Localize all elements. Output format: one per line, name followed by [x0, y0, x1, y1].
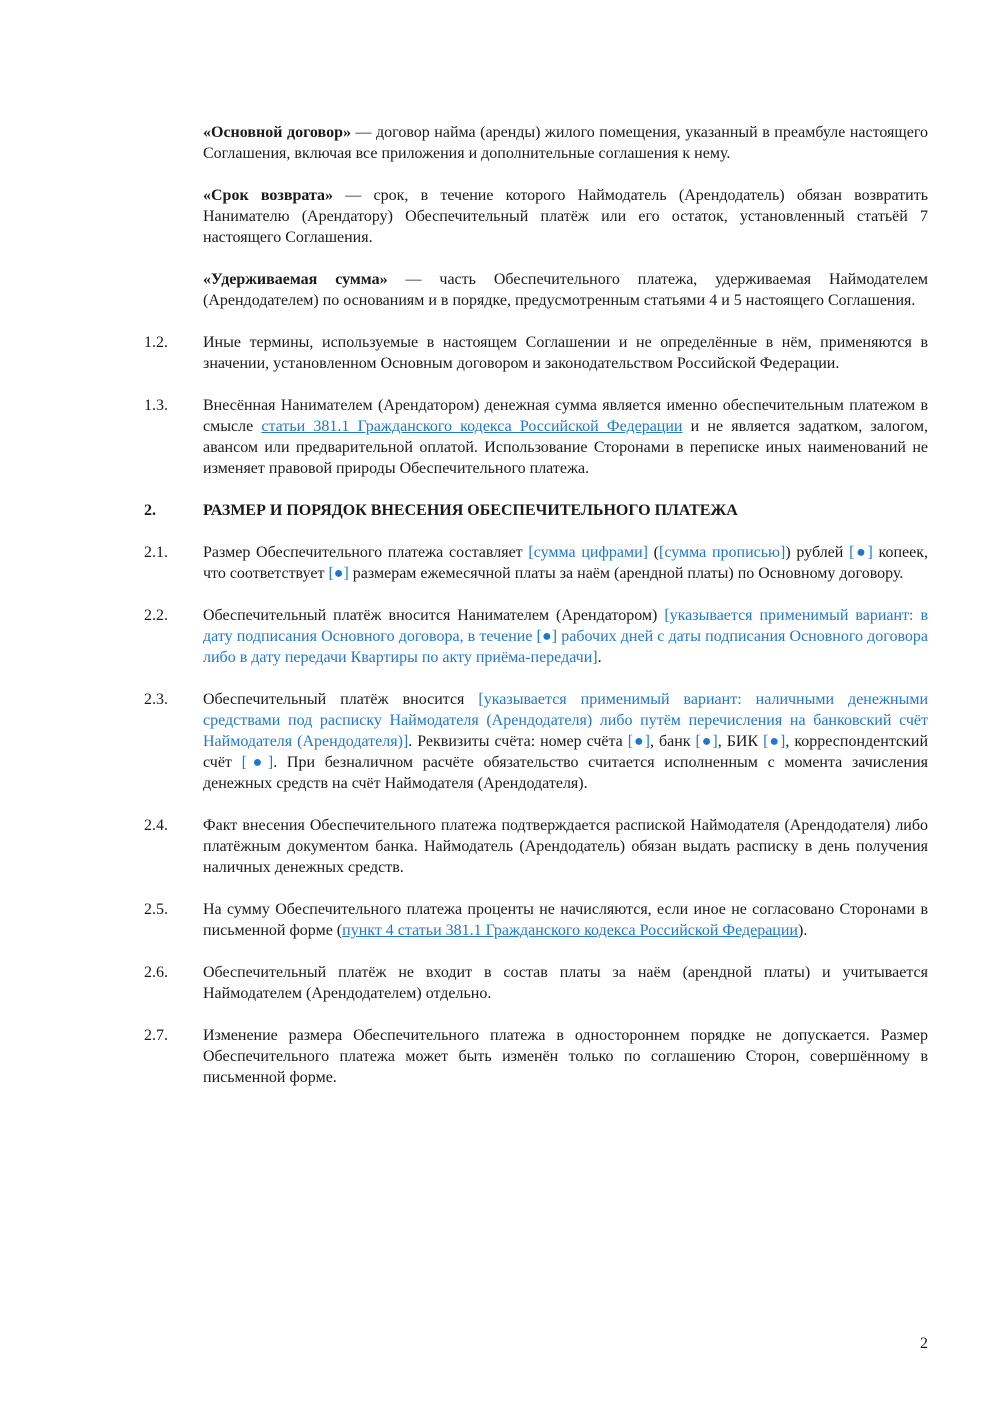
definition-text: — договор найма (аренды) жилого помещения, указанный в преамбуле настоящего Соглашения, включая все приложения и дополнительные соглашения к нему.: [203, 124, 929, 162]
clause-2-6: [144, 962, 928, 1004]
clause-number: 2.1.: [144, 544, 168, 561]
text-run: ) рублей: [785, 544, 850, 561]
section-2-heading: [144, 500, 928, 521]
text-run: , БИК: [717, 733, 764, 750]
clause-text: Иные термины, используемые в настоящем Соглашении и не определённые в нём, применяются в значении, установленном Основным договором и законодательством Российской Федерации.: [203, 334, 928, 372]
text-run: и не является задатком, залогом, авансом или предварительной оплатой. Использование Сторонами в переписке иных наименований не изменяет правовой природы Обеспечительного платежа.: [203, 418, 928, 477]
clause-number: 1.3.: [144, 397, 168, 414]
definition-term: «Срок возврата»: [203, 187, 334, 204]
page-number: 2: [920, 1335, 928, 1352]
clause-2-2: [144, 605, 928, 668]
text-run: . При безналичном расчёте обязательство считается исполненным с момента зачисления денежных средств на счёт Наймодателя (Арендодателя).: [203, 754, 928, 792]
clause-text: [203, 689, 928, 794]
clause-text: Обеспечительный платёж не входит в состав платы за наём (арендной платы) и учитывается Наймодателем (Арендодателем) отдельно.: [203, 964, 928, 1002]
clause-text: Факт внесения Обеспечительного платежа подтверждается распиской Наймодателя (Арендодателя) либо платёжным документом банка. Наймодатель (Арендодатель) обязан выдать расписку в день получения наличных денежных средств.: [203, 817, 928, 876]
definition-text: — часть Обеспечительного платежа, удерживаемая Наймодателем (Арендодателем) по основаниям и в порядке, предусмотренным статьями 4 и 5 настоящего Соглашения.: [203, 271, 928, 309]
text-run: , банк: [650, 733, 696, 750]
clause-1-2: [144, 332, 928, 374]
section-number: 2.: [144, 502, 156, 519]
text-run: Обеспечительный платёж вносится Нанимателем (Арендатором): [203, 607, 665, 624]
definition-term: «Удерживаемая сумма»: [203, 271, 388, 288]
clause-2-7: [144, 1025, 928, 1088]
placeholder: [●]: [695, 733, 718, 750]
text-run: .: [597, 649, 602, 666]
clause-text: [203, 605, 928, 668]
clause-number: 2.3.: [144, 691, 168, 708]
text-run: На сумму Обеспечительного платежа проценты не начисляются, если иное не согласовано Сторонами в письменной форме (: [203, 901, 928, 939]
clause-2-5: [144, 899, 928, 941]
definition-term: «Основной договор»: [203, 124, 351, 141]
clause-number: 1.2.: [144, 334, 168, 351]
placeholder: [●]: [241, 754, 274, 771]
clause-number: 2.2.: [144, 607, 168, 624]
clause-text: [203, 395, 928, 479]
clause-number: 2.7.: [144, 1027, 168, 1044]
text-run: Обеспечительный платёж вносится: [203, 691, 479, 708]
definition-return-period: [203, 185, 928, 248]
placeholder: [указывается применимый вариант: наличными денежными средствами под расписку Наймодателя (Арендодателя) либо путём перечисления на банковский счёт Наймодателя (Арендодателя)]: [203, 691, 929, 750]
text-run: (: [647, 544, 660, 561]
text-run: Внесённая Нанимателем (Арендатором) денежная сумма является именно обеспечительным платежом в смысле: [203, 397, 928, 435]
placeholder: [●]: [849, 544, 873, 561]
clause-number: 2.4.: [144, 817, 168, 834]
placeholder: [сумма прописью]: [659, 544, 786, 561]
text-run: , корреспондентский счёт: [203, 733, 929, 771]
placeholder: [●]: [328, 565, 349, 582]
placeholder: [указывается применимый вариант: в дату подписания Основного договора, в течение [●] рабочих дней с даты подписания Основного договора либо в дату передачи Квартиры по акту приёма-передачи]: [203, 607, 928, 666]
definition-withheld-amount: [203, 269, 928, 311]
clause-number: 2.6.: [144, 964, 168, 981]
clause-2-4: [144, 815, 928, 878]
placeholder: [●]: [763, 733, 786, 750]
clause-2-1: [144, 542, 928, 584]
clause-text: [203, 542, 928, 584]
text-run: ).: [798, 922, 808, 939]
text-run: размерам ежемесячной платы за наём (арендной платы) по Основному договору.: [348, 565, 904, 582]
definition-main-contract: [203, 122, 928, 164]
placeholder: [сумма цифрами]: [528, 544, 648, 561]
clause-2-3: [144, 689, 928, 794]
clause-number: 2.5.: [144, 901, 168, 918]
civil-code-link[interactable]: статьи 381.1 Гражданского кодекса Российской Федерации: [261, 418, 683, 435]
civil-code-link[interactable]: пункт 4 статьи 381.1 Гражданского кодекса Российской Федерации: [342, 922, 798, 939]
clause-text: Изменение размера Обеспечительного платежа в одностороннем порядке не допускается. Размер Обеспечительного платежа может быть изменён только по соглашению Сторон, совершённому в письменной форме.: [203, 1027, 928, 1086]
clause-text: [203, 899, 928, 941]
clause-1-3: [144, 395, 928, 479]
text-run: Размер Обеспечительного платежа составляет: [203, 544, 529, 561]
section-title: РАЗМЕР И ПОРЯДОК ВНЕСЕНИЯ ОБЕСПЕЧИТЕЛЬНОГО ПЛАТЕЖА: [203, 502, 738, 519]
text-run: . Реквизиты счёта: номер счёта: [408, 733, 628, 750]
definition-text: — срок, в течение которого Наймодатель (Арендодатель) обязан возвратить Нанимателю (Арендатору) Обеспечительный платёж или его остаток, установленный статьёй 7 настоящего Соглашения.: [203, 187, 929, 246]
placeholder: [●]: [627, 733, 650, 750]
text-run: копеек, что соответствует: [203, 544, 929, 582]
document-body: [144, 122, 928, 1109]
